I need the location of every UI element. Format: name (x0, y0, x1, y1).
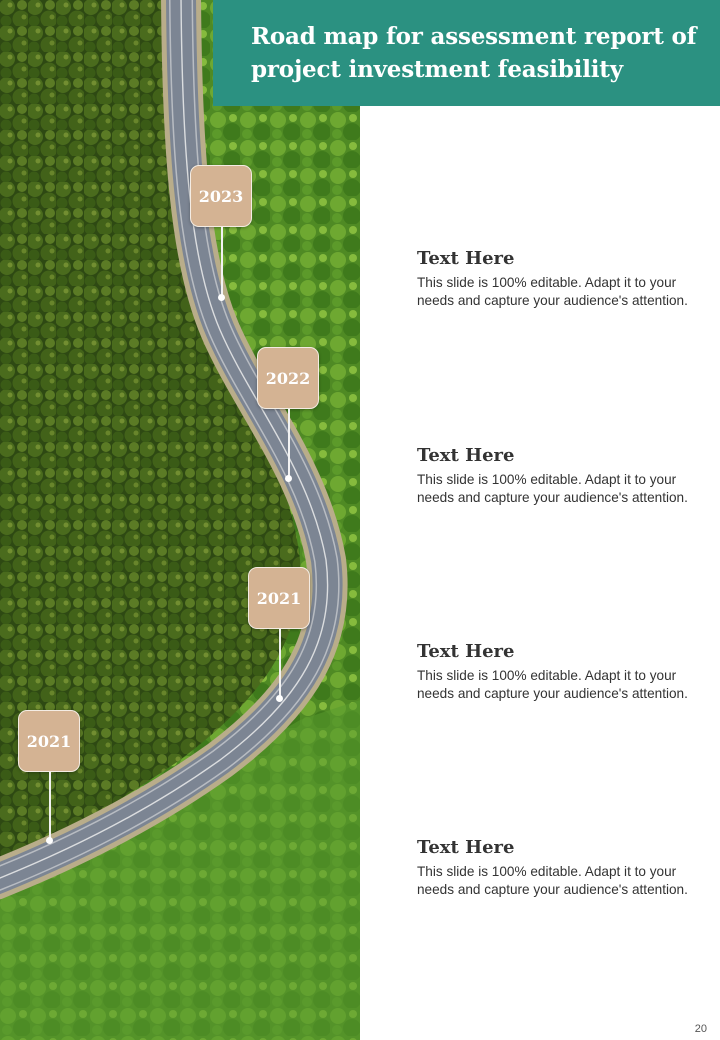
milestone-description: This slide is 100% editable. Adapt it to your needs and capture your audience's attention. (417, 472, 688, 505)
year-label: 2023 (198, 186, 244, 206)
year-label: 2021 (26, 731, 72, 751)
milestone-text-2 (417, 445, 692, 506)
road-marker-dot (276, 695, 283, 702)
milestone-description: This slide is 100% editable. Adapt it to your needs and capture your audience's attention. (417, 864, 688, 897)
milestone-description: This slide is 100% editable. Adapt it to your needs and capture your audience's attention. (417, 668, 688, 701)
road-marker-dot (46, 837, 53, 844)
milestone-heading: Text Here (417, 445, 515, 466)
connector-line (221, 227, 223, 295)
connector-line (49, 772, 51, 838)
year-badge-2021-lower (18, 710, 80, 772)
year-label: 2022 (265, 368, 311, 388)
year-label: 2021 (256, 588, 302, 608)
road-marker-dot (285, 475, 292, 482)
connector-line (288, 409, 290, 476)
title-banner (213, 0, 720, 106)
milestone-text-4 (417, 837, 692, 898)
title-line-2: project investment feasibility (251, 56, 623, 83)
year-badge-2022 (257, 347, 319, 409)
slide-title (251, 20, 700, 86)
page-number: 20 (694, 1023, 707, 1035)
road-marker-dot (218, 294, 225, 301)
milestone-heading: Text Here (417, 837, 515, 858)
year-badge-2023 (190, 165, 252, 227)
milestone-text-1 (417, 248, 692, 309)
year-badge-2021-upper (248, 567, 310, 629)
milestone-description: This slide is 100% editable. Adapt it to your needs and capture your audience's attention. (417, 275, 688, 308)
milestone-heading: Text Here (417, 641, 515, 662)
title-line-1: Road map for assessment report of (251, 23, 697, 50)
connector-line (279, 629, 281, 696)
milestone-heading: Text Here (417, 248, 515, 269)
milestone-text-3 (417, 641, 692, 702)
